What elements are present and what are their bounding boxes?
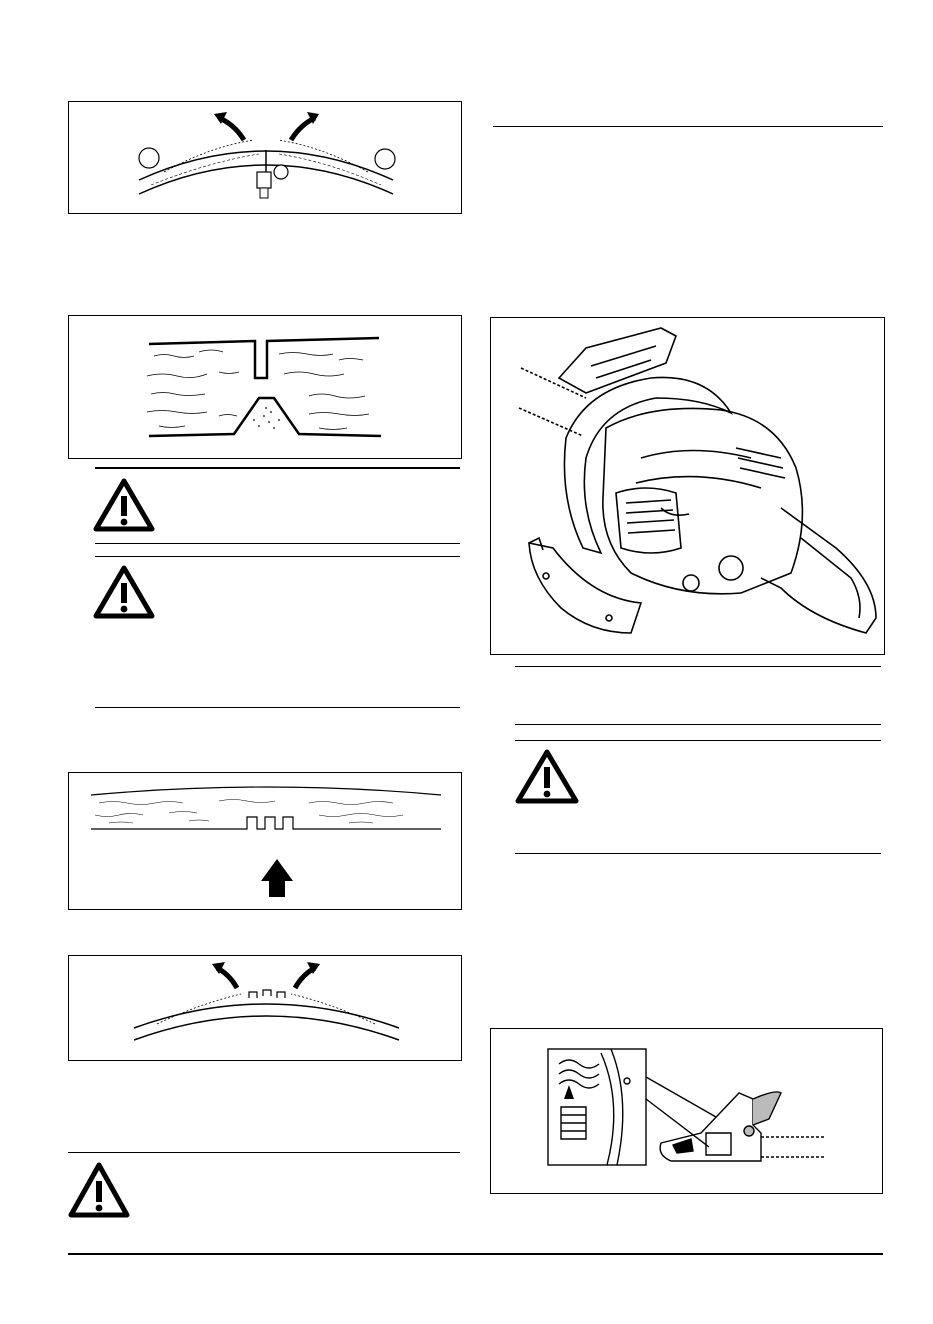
- warning-top-rule: [68, 1152, 460, 1153]
- figure-bent-log: [68, 955, 462, 1061]
- chain-tensioner-detail-illustration: [491, 1029, 884, 1195]
- warning-top-rule: [95, 556, 460, 557]
- figure-arched-log: [68, 101, 462, 214]
- figure-chain-tensioner: [490, 1028, 883, 1194]
- callout-b-circle: [274, 165, 288, 179]
- warning-triangle-icon: [515, 749, 579, 804]
- callout-a-circle: [139, 148, 159, 168]
- up-arrow-icon: [261, 859, 293, 897]
- warning-inner-rule: [515, 740, 881, 741]
- section-rule: [493, 126, 883, 127]
- log-cut-section-illustration: [69, 316, 463, 460]
- callout-c-circle: [375, 149, 395, 169]
- warning-triangle-icon: [93, 478, 155, 532]
- warning-bottom-rule: [515, 853, 881, 854]
- up-arrow-icon: [564, 1085, 574, 1099]
- figure-chainsaw: [490, 317, 885, 655]
- figure-log-cut-section: [68, 315, 462, 459]
- chainsaw-illustration: [491, 318, 886, 656]
- warning-triangle-icon: [68, 1162, 130, 1218]
- arched-log-cut-illustration: [69, 102, 463, 215]
- warning-top-rule: [515, 724, 881, 725]
- warning-bottom-rule: [95, 707, 460, 708]
- warning-bottom-rule: [95, 543, 460, 544]
- log-notches-arrow-illustration: [69, 773, 463, 911]
- bent-log-release-illustration: [69, 956, 463, 1062]
- warning-top-rule: [95, 467, 460, 469]
- page-footer-rule: [68, 1253, 883, 1255]
- section-rule: [515, 666, 881, 667]
- figure-log-notches: [68, 772, 462, 910]
- warning-triangle-icon: [93, 565, 155, 619]
